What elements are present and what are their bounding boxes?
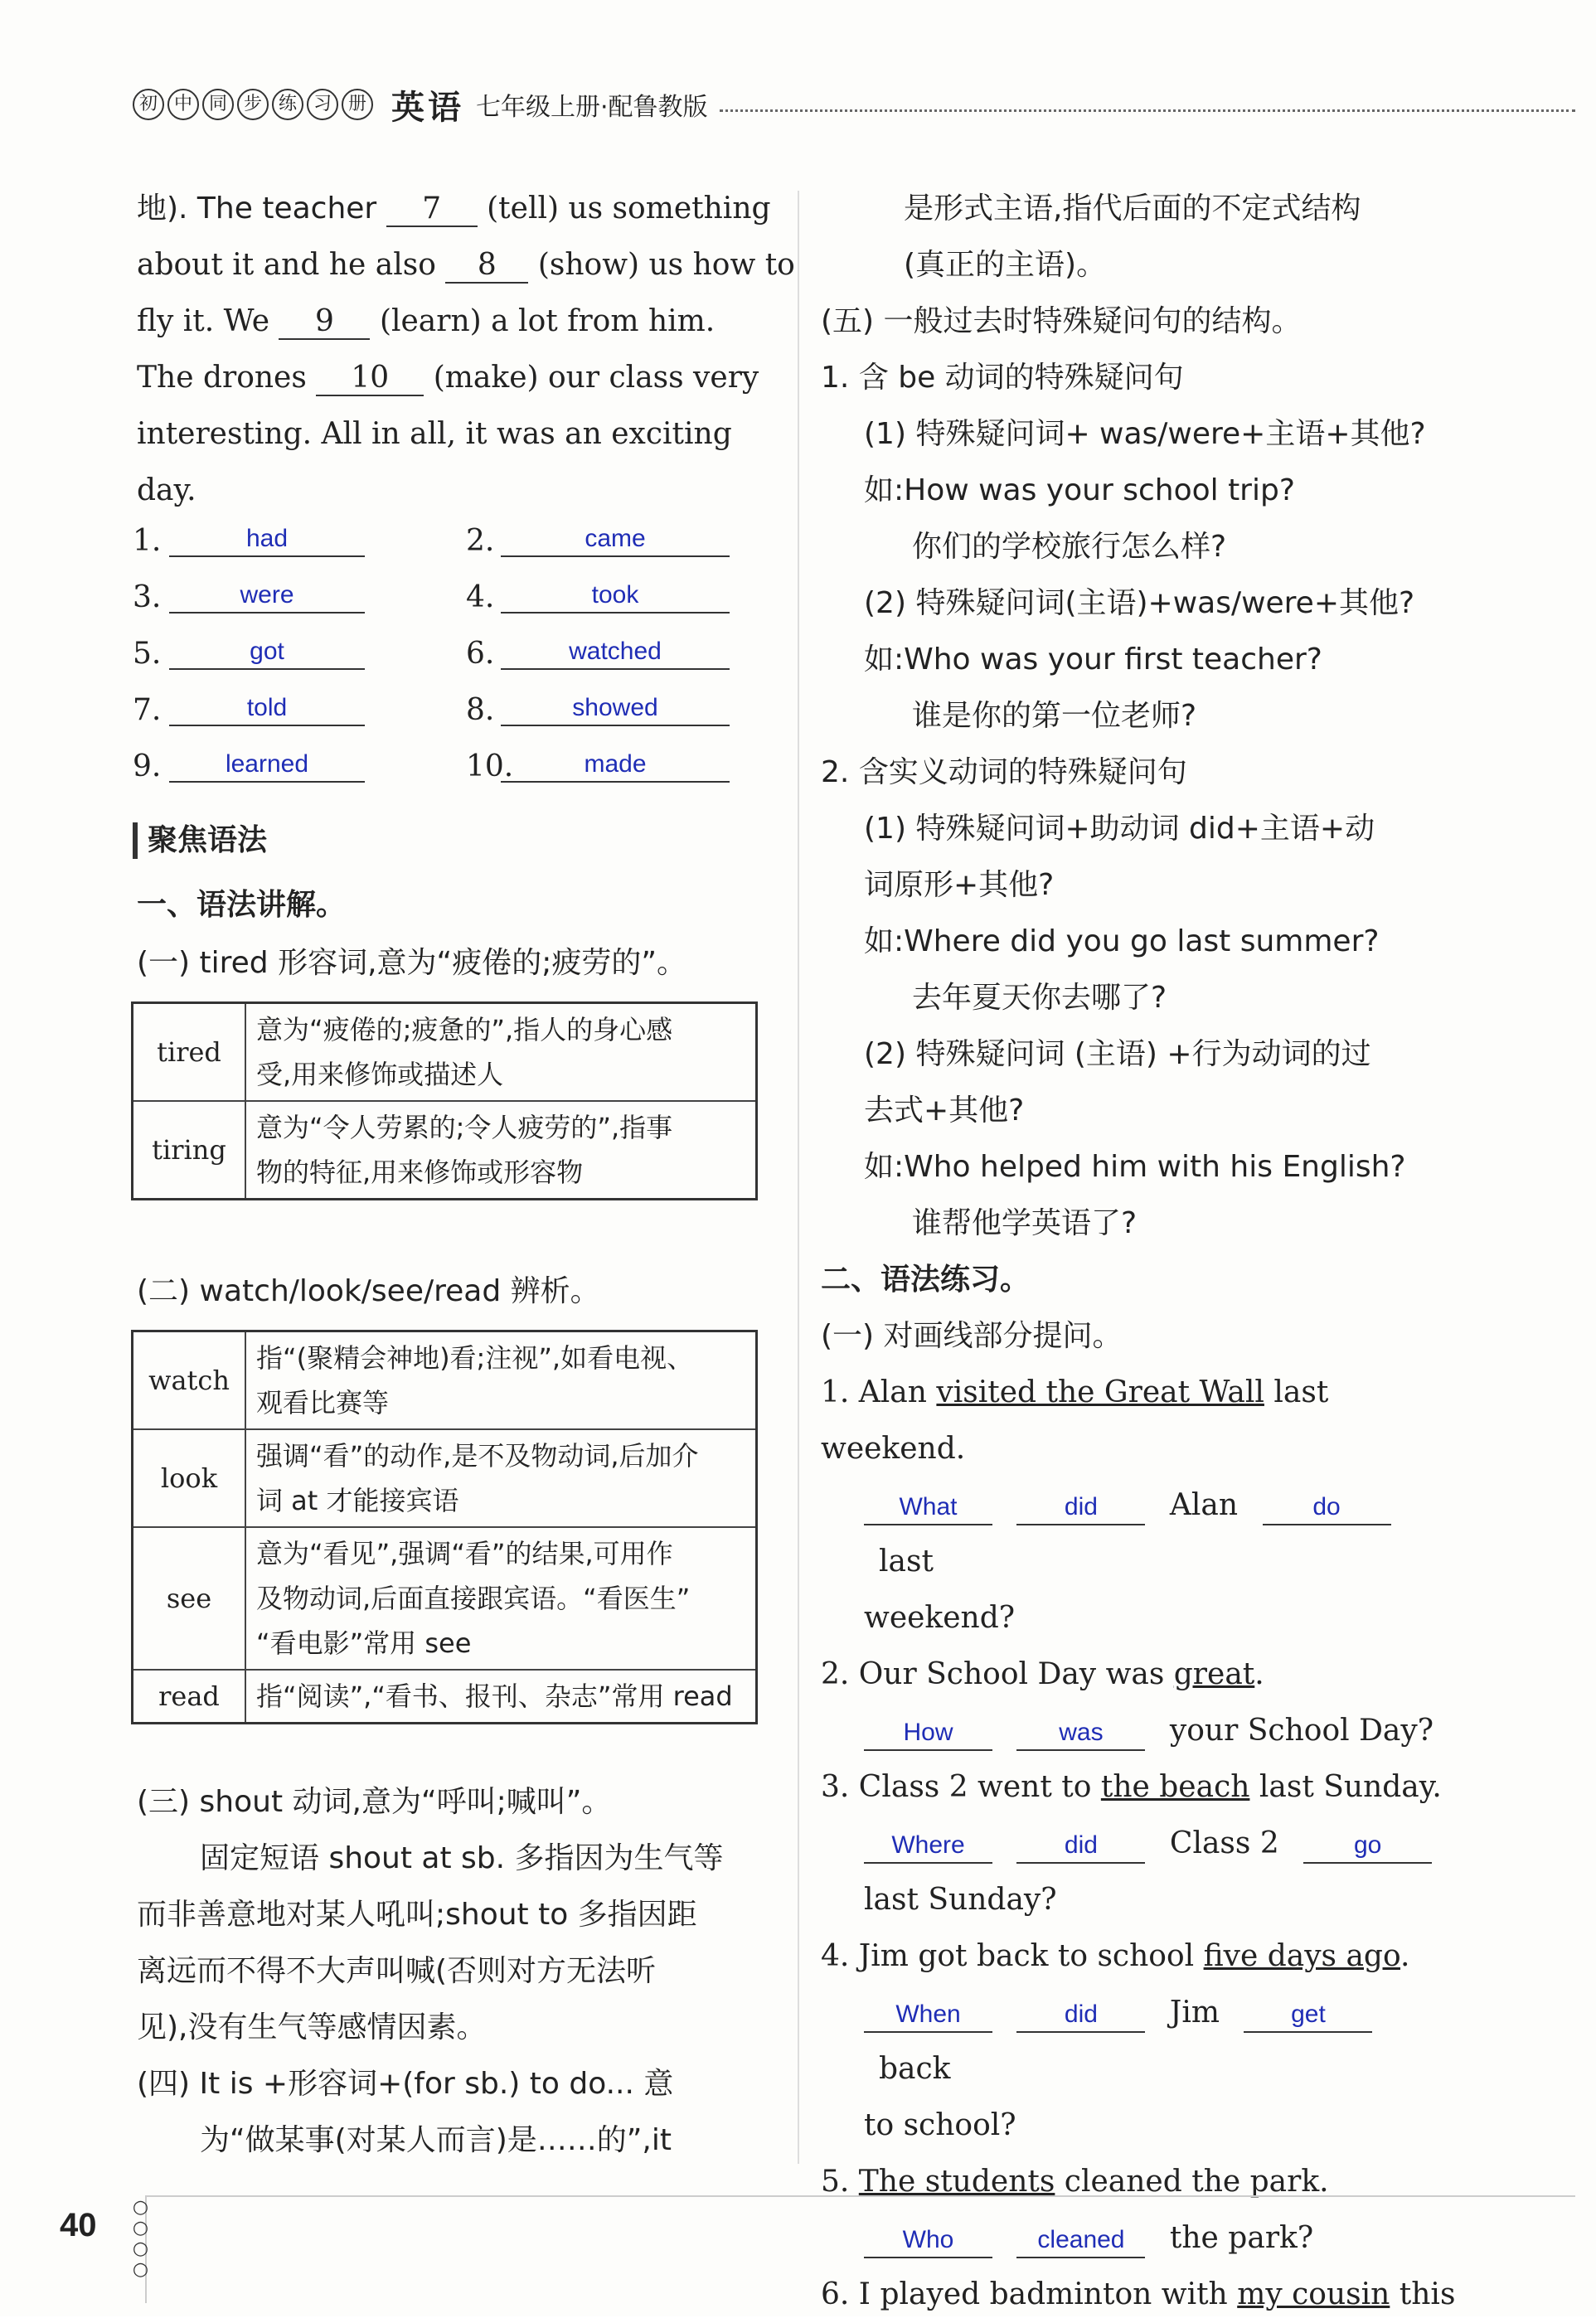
exercise-list: 1. Alan visited the Great Wall last weekend. What did Alan do last weekend? 2. Our School Day was great. How was your School Day? 3. Class 2 went to the beach last Sunday. Where did Class 2 go last Sunday? 4. Jim got back to school five days ago. When did Jim get back to school? 5. The students cleaned the park. Who cleaned the park? 6. I played badminton with my cousin this [821,1365,1467,2323]
passage-line: about it and he also 8 (show) us how to [137,248,795,282]
passage-line: fly it. We 9 (learn) a lot from him. [137,304,716,338]
footer-rule [145,2195,1575,2197]
answer-7: told [169,685,365,726]
column-divider [798,191,799,2164]
blank-7: 7 [386,192,478,227]
header-dotted-rule [720,109,1575,112]
grammar-sub-4: (四) It is +形容词+(for sb.) to do... 意 [137,2067,674,2101]
answer-4: took [501,572,730,613]
blank-8: 8 [445,249,528,284]
book-info: 七年级上册·配鲁教版 [476,93,708,122]
answer-line: Where did Class 2 go [821,1816,1467,1872]
blank-10: 10 [316,361,424,396]
passage-line: 地). The teacher 7 (tell) us something [137,192,771,226]
section-title: 聚焦语法 [133,822,267,859]
table-row: tiring 意为“令人劳累的;令人疲劳的”,指事 物的特征,用来修饰或形容物 [133,1101,757,1200]
answer-line: What did Alan do last [821,1477,1467,1590]
answer-9: learned [169,741,365,783]
part2-heading: 二、语法练习。 [821,1263,1031,1297]
answer-2: came [501,516,730,557]
answer-line: When did Jim get back [821,1985,1467,2097]
series-char: 同 [202,89,234,120]
series-char: 练 [272,89,303,120]
passage-line: day. [137,473,196,507]
page-header [133,80,1575,129]
passage-line: interesting. All in all, it was an exciting [137,417,732,451]
question-6: 6. I played badminton with my cousin this [821,2277,1456,2311]
answer-1: had [169,516,365,557]
series-char: 习 [307,89,338,120]
workbook-page: 初 中 同 步 练 习 册 英语 七年级上册·配鲁教版 地). The teacher 7 (tell) us something about it and he also 8 (show) us how to fly it. We 9 (learn) a lot from him. The drones 10 (make) our class very interesting. All in all, it was an exciting day. 1. had 2. came 3. were 4. took 5. got 6. watched 7. told 8. showed 9. learned 10. made 聚焦语法 一、语法讲解。 (一) tired 形容词,意为“疲倦的;疲劳的”。 tired 意为“疲倦的;疲惫的”,指人的身心感 受,用来修饰或描述人 tiring 意为“令人劳累的;令人疲劳的”,指事 物的特征,用来修饰或形容物 (二) watch/look/see/read 辨析。 watch 指“(聚精会神地)看;注视”,如看电视、 观看比赛等 look 强调“看”的动作,是不及物动词,后加介 词 at 才能接宾语 see 意为“看见”,强调“看”的结果,可用作 及物动词,后面直接跟宾语。“看医生” “看电影”常用 see read 指“阅读”,“看书、报刊、杂志”常用 read (三) shout 动词,意为“呼叫;喊叫”。 固定短语 shout at sb. 多指因为生气等 而非善意地对某人吼叫;shout to 多指因距 离远而不得不大声叫喊(否则对方无法听 见),没有生气等感情因素。 (四) It is +形容词+(for sb.) to do... 意 为“做某事(对某人而言)是……的”,it 是形式主语,指代后面的不定式结构 (真正的主语)。 (五) 一般过去时特殊疑问句的结构。 1. 含 be 动词的特殊疑问句 (1) 特殊疑问词+ was/were+主语+其他? 如:How was your school trip? 你们的学校旅行怎么样? (2) 特殊疑问词(主语)+was/were+其他? 如:Who was your first teacher? 谁是你的第一位老师? 2. 含实义动词的特殊疑问句 (1) 特殊疑问词+助动词 did+主语+动 词原形+其他? 如:Where did you go last summer? 去年夏天你去哪了? (2) 特殊疑问词 (主语) +行为动词的过 去式+其他? 如:Who helped him with his English? 谁帮他学英语了? 二、语法练习。 (一) 对画线部分提问。 1. Alan visited the Great Wall last weekend. What did Alan do last weekend? 2. Our School Day was great. How was your School Day? 3. Class 2 went to the beach last Sunday. Where did Class 2 go last Sunday? 4. Jim got back to school five days ago. When did Jim get back to school? 5. The students cleaned the park. Who cleaned the park? 6. I played badminton with my cousin this ○○○○ 40 [0,0,1596,2316]
passage-line: The drones 10 (make) our class very [137,361,759,395]
series-char: 初 [133,89,164,120]
grammar-sub-4-cont: 为“做某事(对某人而言)是……的”,it [200,2123,672,2157]
table-row: watch 指“(聚精会神地)看;注视”,如看电视、 观看比赛等 [133,1331,757,1430]
answer-line: How was your School Day? [821,1703,1467,1759]
grammar-sub-2: (二) watch/look/see/read 辨析。 [137,1274,600,1308]
page-number: 40 [60,2207,97,2243]
answer-6: watched [501,628,730,670]
shout-explanation: 固定短语 shout at sb. 多指因为生气等 而非善意地对某人吼叫;shout to 多指因距 离远而不得不大声叫喊(否则对方无法听 见),没有生气等感情因素。 [137,1841,724,2044]
question-4: 4. Jim got back to school five days ago. [821,1939,1410,1973]
answer-10: made [501,741,730,783]
series-char: 步 [237,89,269,120]
table-row: see 意为“看见”,强调“看”的结果,可用作 及物动词,后面直接跟宾语。“看医生” “看电影”常用 see [133,1527,757,1670]
footer-decoration-icon: ○○○○ [130,2197,151,2280]
right-column: 是形式主语,指代后面的不定式结构 (真正的主语)。 (五) 一般过去时特殊疑问句的结构。 1. 含 be 动词的特殊疑问句 (1) 特殊疑问词+ was/were+主语+其他? 如:How was your school trip? 你们的学校旅行怎么样? (2) 特殊疑问词(主语)+was/were+其他? 如:Who was your first teacher? 谁是你的第一位老师? 2. 含实义动词的特殊疑问句 (1) 特殊疑问词+助动词 did+主语+动 词原形+其他? 如:Where did you go last summer? 去年夏天你去哪了? (2) 特殊疑问词 (主语) +行为动词的过 去式+其他? 如:Who helped him with his English? 谁帮他学英语了? 二、语法练习。 (一) 对画线部分提问。 [821,181,1467,1365]
grammar-sub-3: (三) shout 动词,意为“呼叫;喊叫”。 [137,1785,612,1819]
part1-heading: 一、语法讲解。 [137,888,347,922]
series-char: 册 [342,89,373,120]
blank-9: 9 [279,305,370,340]
table-row: look 强调“看”的动作,是不及物动词,后加介 词 at 才能接宾语 [133,1429,757,1527]
question-2: 2. Our School Day was great. [821,1657,1264,1691]
question-5: 5. The students cleaned the park. [821,2165,1329,2199]
passage [137,181,795,519]
table-row: read 指“阅读”,“看书、报刊、杂志”常用 read [133,1670,757,1724]
answer-line: Who cleaned the park? [821,2210,1467,2267]
series-char: 中 [167,89,199,120]
tired-tiring-table [131,1001,758,1200]
answer-5: got [169,628,365,670]
watch-look-see-read-table [131,1330,758,1724]
answer-8: showed [501,685,730,726]
table-row: tired 意为“疲倦的;疲惫的”,指人的身心感 受,用来修饰或描述人 [133,1003,757,1102]
grammar-sub-1: (一) tired 形容词,意为“疲倦的;疲劳的”。 [137,946,686,980]
question-3: 3. Class 2 went to the beach last Sunday. [821,1770,1442,1804]
question-1: 1. Alan visited the Great Wall last weekend. [821,1375,1329,1466]
subject-title: 英语 [391,88,464,127]
answer-3: were [169,572,365,613]
